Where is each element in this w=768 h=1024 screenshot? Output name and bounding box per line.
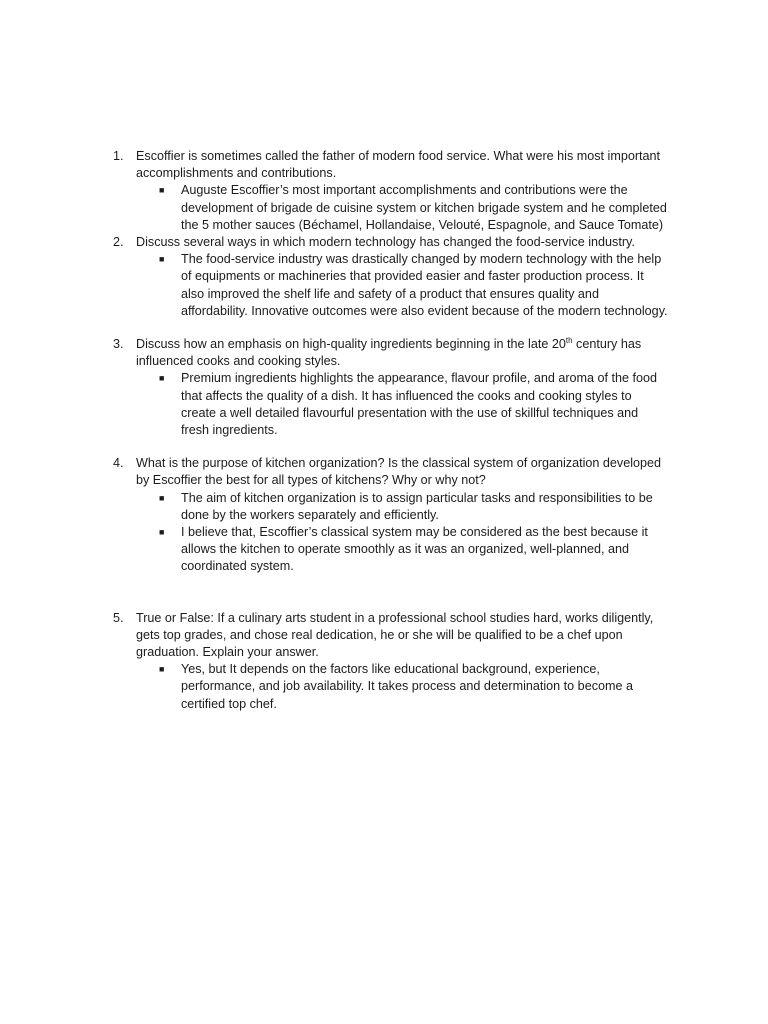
- question-text: Discuss several ways in which modern technology has changed the food-service industry.: [136, 235, 635, 250]
- answer-text: Premium ingredients highlights the appearance, flavour profile, and aroma of the food that affects the quality of a dish. It has influenced the cooks and cooking styles to create a well detailed flavourful presentation with the use of skillful techniques and fresh ingredients.: [181, 371, 658, 438]
- question-number: 2.: [113, 235, 124, 250]
- square-bullet-icon: ■: [159, 254, 165, 265]
- square-bullet-icon: ■: [159, 185, 165, 196]
- answer-list: [136, 490, 668, 576]
- answer-item: [136, 182, 668, 234]
- question-text-start: Discuss how an emphasis on high-quality ingredients beginning in the late 20: [136, 337, 566, 352]
- question-text: [136, 336, 668, 370]
- question-number: 4.: [113, 456, 124, 471]
- question-number: 5.: [113, 610, 124, 625]
- question-text: True or False: If a culinary arts student in a professional school studies hard, works diligently, gets top grades, and chose real dedication, he or she will be qualified to be a chef upon graduation. Explain your answer.: [136, 610, 654, 660]
- question-1: [0, 148, 768, 234]
- answer-item: [136, 251, 668, 320]
- question-5: [0, 610, 768, 713]
- answer-item: [136, 370, 668, 439]
- question-text: What is the purpose of kitchen organization? Is the classical system of organization developed by Escoffier the best for all types of kitchens? Why or why not?: [136, 456, 662, 488]
- question-text-end: century has influenced cooks and cooking styles.: [136, 337, 642, 369]
- question-list: [0, 148, 768, 713]
- answer-text: Auguste Escoffier’s most important accomplishments and contributions were the development of brigade de cuisine system or kitchen brigade system and he completed the 5 mother sauces (Béchamel, Hollandaise, Velouté, Espagnole, and Sauce Tomate): [181, 183, 667, 232]
- answer-text: The food-service industry was drastically changed by modern technology with the help of equipments or machineries that provided easier and faster production process. It also improved the shelf life and safety of a product that ensures quality and affordability. Innovative outcomes were also evident because of the modern technology.: [181, 252, 668, 318]
- question-4: [0, 455, 768, 575]
- answer-list: [136, 661, 668, 713]
- answer-list: [136, 251, 668, 320]
- answer-text: The aim of kitchen organization is to assign particular tasks and responsibilities to be done by the workers separately and efficiently.: [181, 490, 653, 522]
- answer-text: Yes, but It depends on the factors like educational background, experience, performance, and job availability. It takes process and determination to become a certified top chef.: [181, 662, 633, 711]
- ordinal-superscript: th: [565, 335, 573, 345]
- square-bullet-icon: ■: [159, 527, 165, 538]
- answer-item: [136, 661, 668, 713]
- question-2: [0, 234, 768, 320]
- answer-text: I believe that, Escoffier’s classical system may be considered as the best because it allows the kitchen to operate smoothly as it was an organized, well-planned, and coordinated system.: [181, 525, 648, 574]
- answer-list: [136, 370, 668, 439]
- question-number: 3.: [113, 337, 124, 352]
- answer-list: [136, 182, 668, 234]
- question-3: [0, 336, 768, 439]
- square-bullet-icon: ■: [159, 492, 165, 503]
- answer-item: [136, 490, 668, 524]
- question-text: Escoffier is sometimes called the father of modern food service. What were his most important accomplishments and contributions.: [136, 149, 661, 181]
- answer-item: [136, 524, 668, 576]
- square-bullet-icon: ■: [159, 373, 165, 384]
- question-number: 1.: [113, 149, 124, 163]
- square-bullet-icon: ■: [159, 664, 165, 675]
